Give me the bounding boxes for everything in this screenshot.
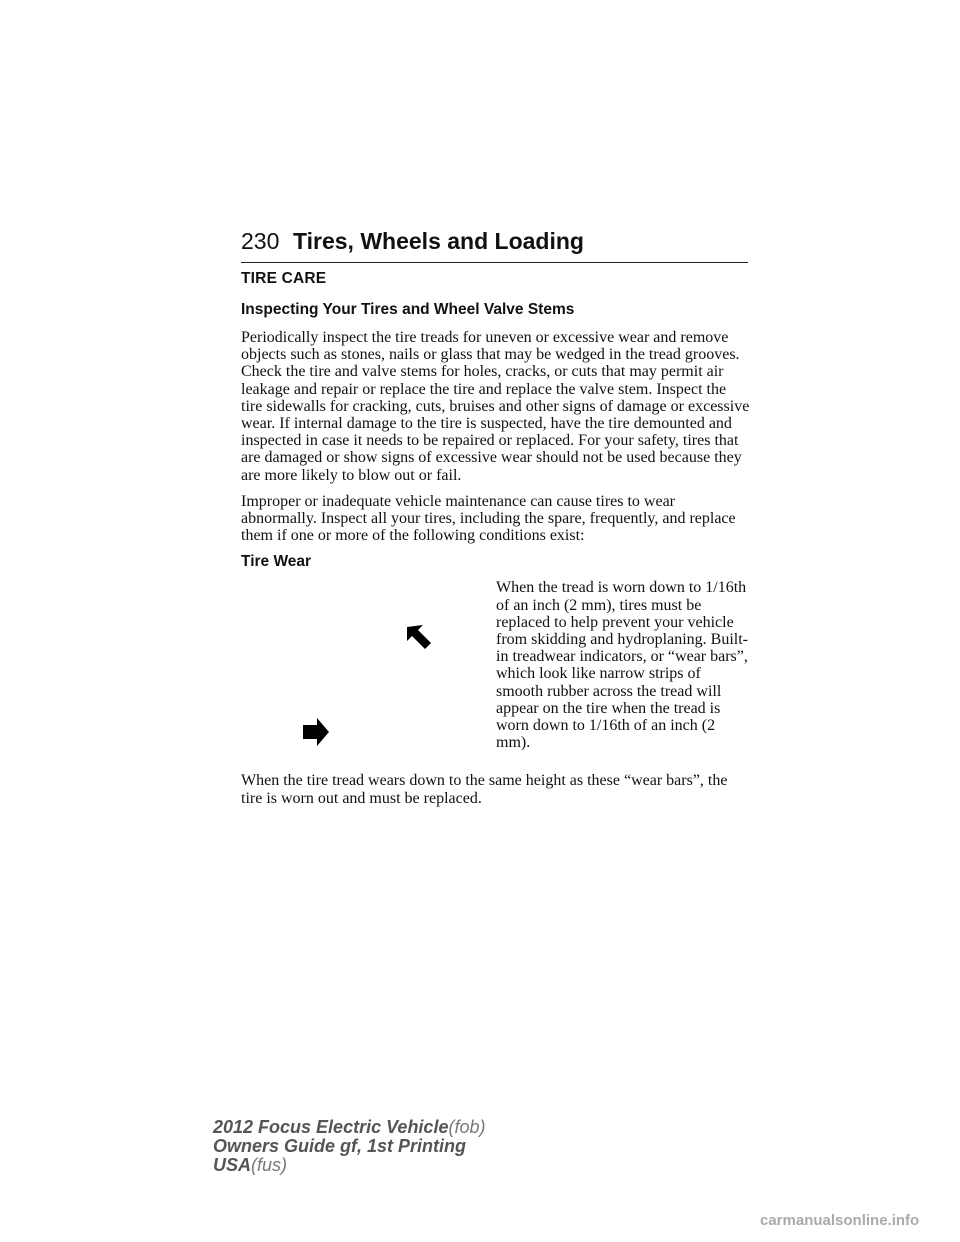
- footer-vehicle-line: [213, 1118, 485, 1137]
- inspecting-paragraph-2: Improper or inadequate vehicle maintenance can cause tires to wear abnormally. Inspect all your tires, including the spare, frequently, and replace them if one or more of the following conditions exist:: [241, 492, 736, 545]
- page-header: [241, 228, 748, 263]
- tire-wear-block: [241, 579, 751, 766]
- inspecting-paragraph-1: Periodically inspect the tire treads for uneven or excessive wear and remove objects such as stones, nails or glass that may be wedged in the tread grooves. Check the tire and valve stems for holes, cracks, or cuts that may permit air leakage and repair or replace the tire and replace the valve stem. Inspect the tire sidewalls for cracking, cuts, bruises and other signs of damage or excessive wear. If internal damage to the tire is suspected, have the tire demounted and inspected in case it needs to be repaired or replaced. For your safety, tires that are damaged or show signs of excessive wear should not be used because they are more likely to blow out or fail.: [241, 329, 750, 484]
- inspecting-heading: Inspecting Your Tires and Wheel Valve Stems: [241, 301, 575, 318]
- section-heading: TIRE CARE: [241, 270, 327, 287]
- footer-vehicle: 2012 Focus Electric Vehicle: [213, 1117, 449, 1137]
- footer-market: USA: [213, 1155, 252, 1175]
- page-number: 230: [241, 228, 280, 254]
- tire-wear-closing: When the tire tread wears down to the same height as these “wear bars”, the tire is worn out and must be replaced.: [241, 772, 728, 807]
- tire-wear-description: When the tread is worn down to 1/16th of an inch (2 mm), tires must be replaced to help prevent your vehicle from skidding and hydroplaning. Built-in treadwear indicators, or “wear bars”, which look like narrow strips of smooth rubber across the tread will appear on the tire when the tread is worn down to 1/16th of an inch (2 mm).: [496, 579, 748, 752]
- tread-wear-illustration: [241, 579, 486, 766]
- chapter-title: Tires, Wheels and Loading: [293, 228, 584, 254]
- footer-vehicle-code: (fob): [448, 1117, 486, 1137]
- footer-guide: Owners Guide gf, 1st Printing: [213, 1136, 467, 1156]
- arrow-up-left-icon: [407, 625, 431, 649]
- page-footer: [213, 1118, 485, 1175]
- watermark: carmanualsonline.info: [760, 1212, 920, 1229]
- arrow-right-icon: [303, 718, 329, 746]
- tire-wear-heading: Tire Wear: [241, 553, 312, 571]
- footer-guide-line: [213, 1137, 485, 1156]
- footer-market-code: (fus): [251, 1155, 288, 1175]
- main-content: [241, 270, 751, 816]
- footer-market-line: [213, 1156, 485, 1175]
